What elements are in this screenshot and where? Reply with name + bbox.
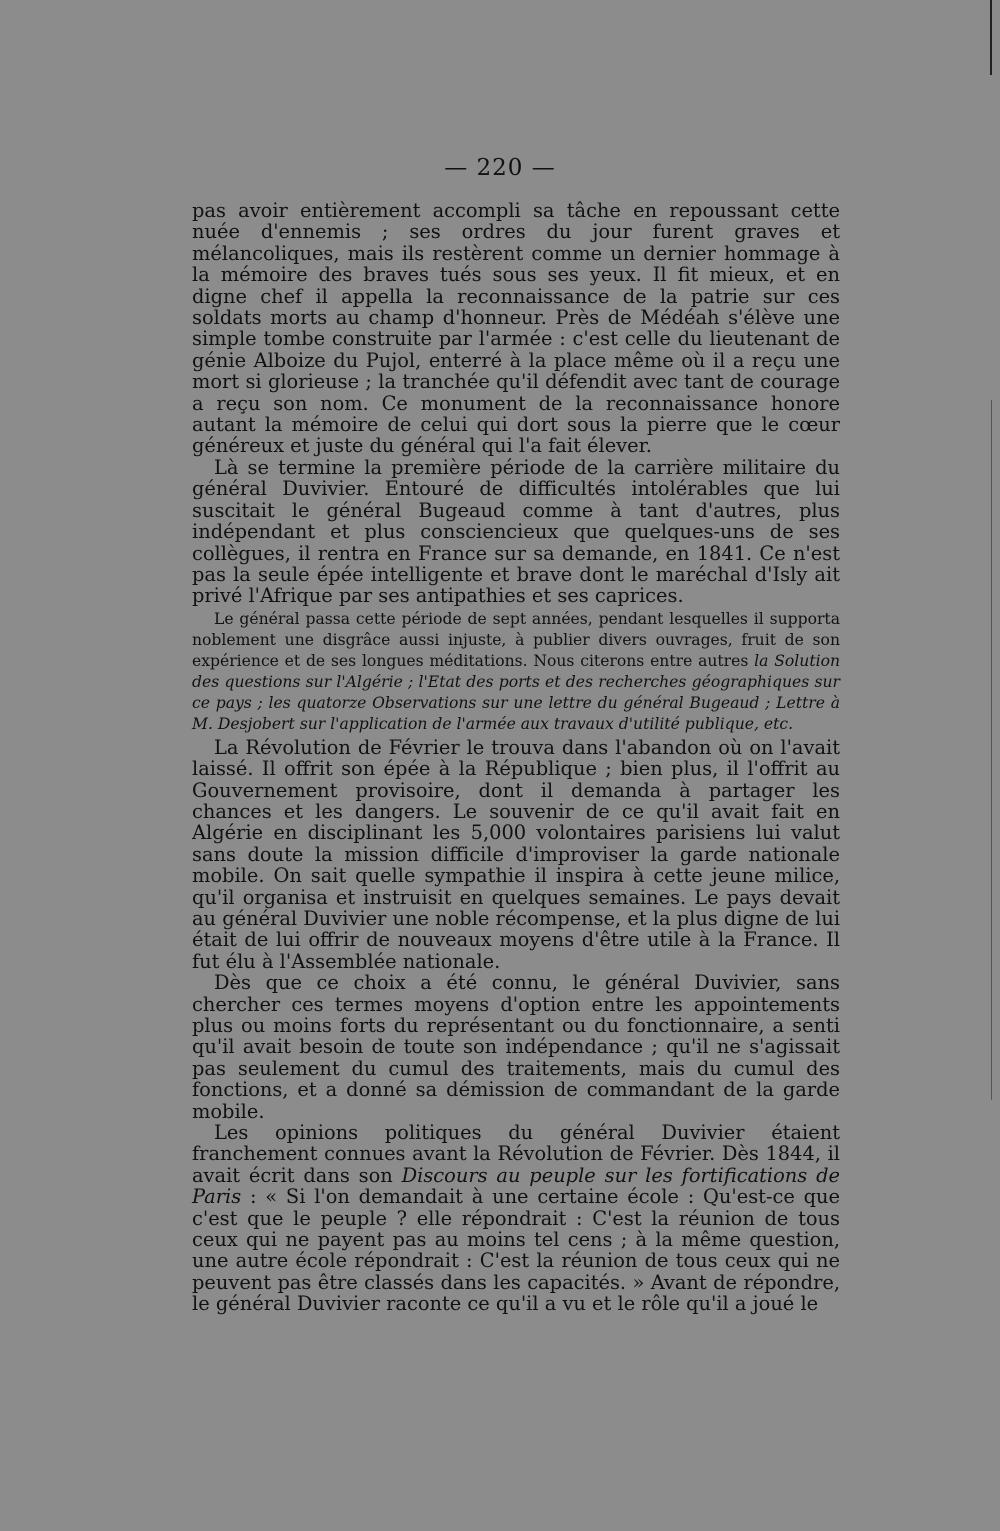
- note-text: Le général passa cette période de sept années, pendant lesquelles il supporta noblement une disgrâce aussi injuste, à publier divers ouvrages, fruit de son expérience et de ses longues méditations. Nous citerons entre autres: [192, 609, 840, 670]
- page-edge-line: [990, 0, 992, 75]
- paragraph: pas avoir entièrement accompli sa tâche en repoussant cette nuée d'ennemis ; ses ordres du jour furent graves et mélancoliques, mais ils restèrent comme un dernier hommage à la mémoire des braves tués sous ses yeux. Il fit mieux, et en digne chef il appella la reconnaissance de la patrie sur ces soldats morts au champ d'honneur. Près de Médéah s'élève une simple tombe construite par l'armée : c'est celle du lieutenant de génie Alboize du Pujol, enterré à la place même où il a reçu une mort si glorieuse ; la tranchée qu'il défendit avec tant de courage a reçu son nom. Ce monument de la reconnaissance honore autant la mémoire de celui qui dort sous la pierre que le cœur généreux et juste du général qui l'a fait élever.: [192, 199, 840, 458]
- page-edge-line: [991, 400, 992, 1100]
- paragraph: Dès que ce choix a été connu, le général Duvivier, sans chercher ces termes moyens d'option entre les appointements plus ou moins forts du représentant ou du fonctionnaire, a senti qu'il avait besoin de toute son indépendance ; qu'il ne s'agissait pas seulement du cumul des traitements, mais du cumul des fonctions, et a donné sa démission de commandant de la garde mobile.: [192, 971, 840, 1123]
- note-paragraph: [192, 609, 840, 735]
- paragraph: La Révolution de Février le trouva dans l'abandon où on l'avait laissé. Il offrit son épée à la République ; bien plus, il l'offrit au Gouvernement provisoire, dont il demanda à partager les chances et les dangers. Le souvenir de ce qu'il avait fait en Algérie en disciplinant les 5,000 volontaires parisiens lui valut sans doute la mission difficile d'improviser la garde nationale mobile. On sait quelle sympathie il inspira à cette jeune milice, qu'il organisa et instruisit en quelques semaines. Le pays devait au général Duvivier une noble récompense, et la plus digne de lui était de lui offrir de nouveaux moyens d'être utile à la France. Il fut élu à l'Assemblée nationale.: [192, 735, 841, 973]
- body-text: [192, 200, 840, 1315]
- note-italic-titles: la Solution des questions sur l'Algérie ; l'Etat des ports et des recherches géographiques sur ce pays ; les quatorze Observations sur une lettre du général Bugeaud ; Lettre à M. Desjobert sur l'application de l'armée aux travaux d'utilité publique, etc.: [192, 651, 841, 733]
- italic-title: Discours au peuple sur les fortifications de Paris: [192, 1163, 840, 1209]
- paragraph: [192, 1122, 840, 1315]
- page-number: — 220 —: [444, 155, 556, 181]
- paragraph-text: : « Si l'on demandait à une certaine école : Qu'est-ce que c'est que le peuple ? elle répondrait : C'est la réunion de tous ceux qui ne payent pas au moins tel cens ; à la même question, une autre école répondrait : C'est la réunion de tous ceux qui ne peuvent pas être classés dans les capacités. » Avant de répondre, le général Duvivier raconte ce qu'il a vu et le rôle qu'il a joué le: [192, 1185, 840, 1316]
- paragraph-text: Les opinions politiques du général Duvivier étaient franchement connues avant la Révolution de Février. Dès 1844, il avait écrit dans son: [192, 1121, 840, 1187]
- paragraph: Là se termine la première période de la carrière militaire du général Duvivier. Entouré de difficultés intolérables que lui suscitait le général Bugeaud comme à tant d'autres, plus indépendant et plus consciencieux que quelques-uns de ses collègues, il rentra en France sur sa demande, en 1841. Ce n'est pas la seule épée intelligente et brave dont le maréchal d'Isly ait privé l'Afrique par ses antipathies et ses caprices.: [192, 455, 840, 608]
